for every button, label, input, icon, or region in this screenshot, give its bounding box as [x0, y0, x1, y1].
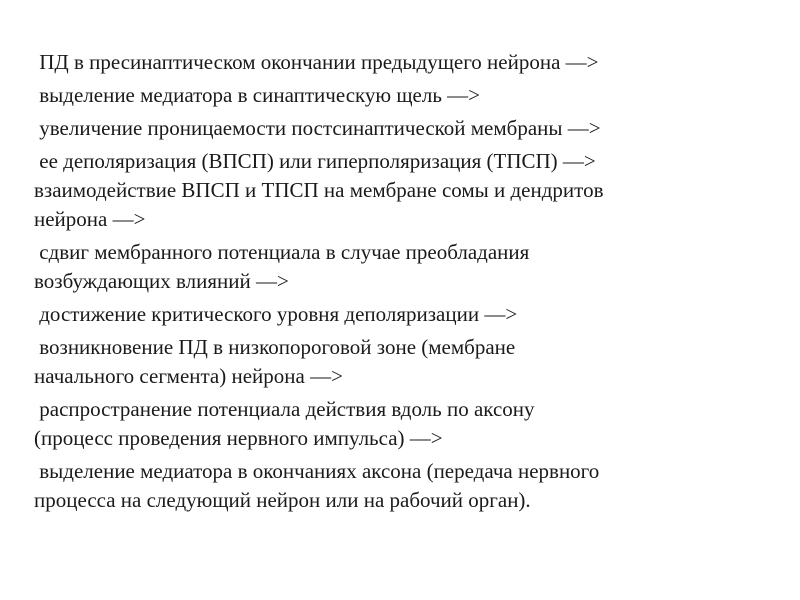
step-7 — [34, 333, 774, 391]
step-5-line-1: сдвиг мембранного потенциала в случае преобладания — [34, 240, 530, 264]
step-4-line-3: нейрона —> — [34, 207, 146, 231]
synaptic-transmission-sequence — [34, 48, 774, 515]
step-4-line-1: ее деполяризация (ВПСП) или гиперполяризация (ТПСП) —> — [34, 149, 596, 173]
step-2-line-1: выделение медиатора в синаптическую щель —> — [34, 83, 481, 107]
step-6 — [34, 300, 774, 329]
step-9 — [34, 457, 774, 515]
step-3 — [34, 114, 774, 143]
step-8-line-1: распространение потенциала действия вдоль по аксону — [34, 397, 535, 421]
step-8-line-2: (процесс проведения нервного импульса) —> — [34, 426, 443, 450]
step-5 — [34, 238, 774, 296]
step-2 — [34, 81, 774, 110]
step-5-line-2: возбуждающих влияний —> — [34, 269, 289, 293]
step-1-line-1: ПД в пресинаптическом окончании предыдущего нейрона —> — [34, 50, 599, 74]
step-1 — [34, 48, 774, 77]
step-9-line-1: выделение медиатора в окончаниях аксона (передача нервного — [34, 459, 600, 483]
step-4-line-2: взаимодействие ВПСП и ТПСП на мембране сомы и дендритов — [34, 178, 604, 202]
step-9-line-2: процесса на следующий нейрон или на рабочий орган). — [34, 488, 531, 512]
step-8 — [34, 395, 774, 453]
step-6-line-1: достижение критического уровня деполяризации —> — [34, 302, 518, 326]
step-7-line-1: возникновение ПД в низкопороговой зоне (мембране — [34, 335, 516, 359]
step-4 — [34, 147, 774, 234]
step-3-line-1: увеличение проницаемости постсинаптической мембраны —> — [34, 116, 601, 140]
step-7-line-2: начального сегмента) нейрона —> — [34, 364, 343, 388]
